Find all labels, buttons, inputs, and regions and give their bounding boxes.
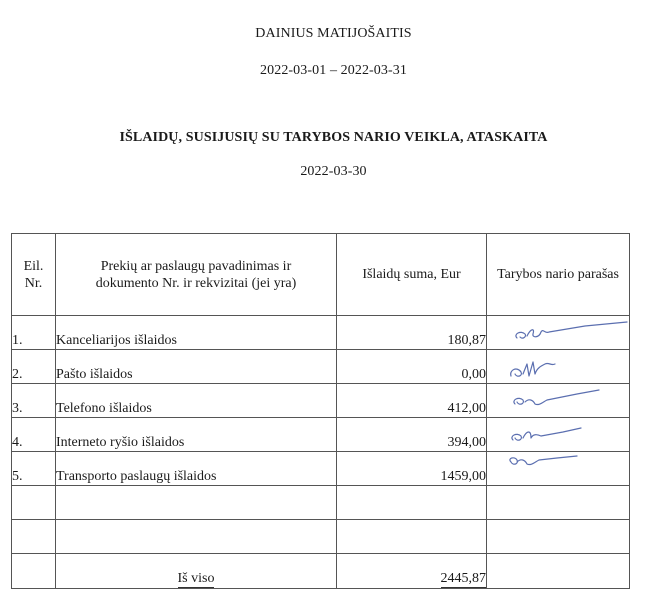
row-nr bbox=[12, 520, 56, 554]
total-sum-text: 2445,87 bbox=[440, 571, 486, 586]
row-nr bbox=[12, 486, 56, 520]
row-nr: 4. bbox=[12, 418, 56, 452]
signature-cell bbox=[487, 384, 630, 418]
report-title: IŠLAIDŲ, SUSIJUSIŲ SU TARYBOS NARIO VEIKLA, ATASKAITA bbox=[119, 130, 548, 145]
row-name: Transporto paslaugų išlaidos bbox=[56, 452, 337, 486]
row-sum bbox=[337, 486, 487, 520]
table-row bbox=[12, 350, 630, 384]
total-signature-cell bbox=[487, 554, 630, 589]
row-name bbox=[56, 520, 337, 554]
signature-cell bbox=[487, 452, 630, 486]
table-row bbox=[12, 384, 630, 418]
column-header-signature: Tarybos nario parašas bbox=[487, 234, 630, 316]
column-header-name: Prekių ar paslaugų pavadinimas ir dokumento Nr. ir rekvizitai (jei yra) bbox=[56, 234, 337, 316]
handwritten-signature bbox=[487, 384, 630, 417]
table-row bbox=[12, 316, 630, 350]
row-name: Pašto išlaidos bbox=[56, 350, 337, 384]
total-row bbox=[12, 554, 630, 589]
row-sum: 180,87 bbox=[337, 316, 487, 350]
row-sum: 1459,00 bbox=[337, 452, 487, 486]
total-label-text: Iš viso bbox=[177, 571, 215, 586]
row-name: Kanceliarijos išlaidos bbox=[56, 316, 337, 350]
row-sum: 0,00 bbox=[337, 350, 487, 384]
handwritten-signature bbox=[487, 418, 630, 451]
table-row bbox=[12, 452, 630, 486]
table-row bbox=[12, 520, 630, 554]
signature-cell bbox=[487, 520, 630, 554]
table-row bbox=[12, 418, 630, 452]
row-name: Interneto ryšio išlaidos bbox=[56, 418, 337, 452]
signature-cell bbox=[487, 316, 630, 350]
report-date: 2022-03-30 bbox=[300, 164, 367, 179]
row-name bbox=[56, 486, 337, 520]
row-nr: 2. bbox=[12, 350, 56, 384]
column-header-nr: Eil. Nr. bbox=[12, 234, 56, 316]
handwritten-signature bbox=[487, 316, 630, 349]
row-name: Telefono išlaidos bbox=[56, 384, 337, 418]
row-sum: 394,00 bbox=[337, 418, 487, 452]
signature-cell bbox=[487, 350, 630, 384]
row-sum bbox=[337, 520, 487, 554]
signature-cell bbox=[487, 418, 630, 452]
handwritten-signature bbox=[487, 452, 630, 485]
row-nr: 1. bbox=[12, 316, 56, 350]
person-name: DAINIUS MATIJOŠAITIS bbox=[255, 26, 412, 41]
expense-table bbox=[11, 233, 630, 589]
report-period: 2022-03-01 – 2022-03-31 bbox=[260, 63, 407, 78]
row-sum: 412,00 bbox=[337, 384, 487, 418]
table-header-row bbox=[12, 234, 630, 316]
signature-cell bbox=[487, 486, 630, 520]
handwritten-signature bbox=[487, 350, 630, 383]
total-label bbox=[56, 554, 337, 589]
table-row bbox=[12, 486, 630, 520]
total-sum bbox=[337, 554, 487, 589]
row-nr: 3. bbox=[12, 384, 56, 418]
column-header-sum: Išlaidų suma, Eur bbox=[337, 234, 487, 316]
total-nr-cell bbox=[12, 554, 56, 589]
row-nr: 5. bbox=[12, 452, 56, 486]
